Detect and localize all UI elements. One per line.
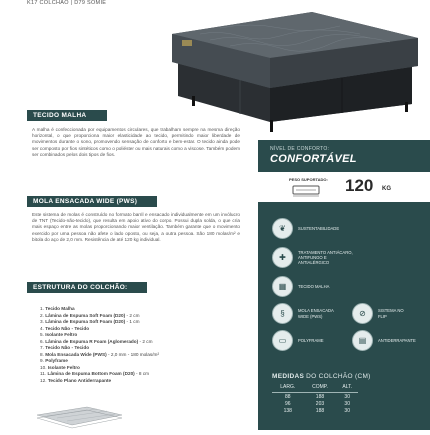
section-title: MOLA ENSACADA WIDE (PWS) (33, 198, 138, 205)
list-item: 4. Tecido Não - Tecido (40, 325, 90, 331)
feature-polyframe: ▭ POLYFRAME (272, 330, 324, 351)
leaf-icon: ❦ (272, 218, 293, 239)
comfort-value: CONFORTÁVEL (270, 153, 357, 165)
feature-tecido-malha: ▦ TECIDO MALHA (272, 276, 329, 297)
section-title: TECIDO MALHA (33, 112, 87, 119)
list-item: 3. Lâmina de Espuma Soft Foam (D20) - 1 cm (40, 319, 140, 324)
list-item: 1. Tecido Malha (40, 306, 75, 311)
list-item: 9. Polyframe (40, 358, 68, 363)
feature-tratamento: ✚ TRATAMENTO ANTIÁCARO, ANTIFUNGO E ANTIALÉRGICO (272, 247, 354, 268)
col-header: COMP. (304, 384, 337, 393)
weight-value: 120 (345, 176, 374, 195)
section-header-tecido (27, 110, 107, 121)
layer-list (40, 306, 159, 384)
weight-unit: KG (382, 186, 391, 192)
mattress-layers-illustration (27, 405, 127, 430)
weight-box (258, 172, 430, 202)
list-item: 6. Lâmina de Espuma R Foam (Aglomerado) - 2 cm (40, 338, 153, 344)
weight-label: PESO SUPORTADO: (289, 177, 328, 182)
antislip-icon: ▤ (352, 330, 373, 351)
medidas-table (272, 384, 358, 414)
list-item: 12. Tecido Plano Antiderrapante (40, 377, 112, 383)
feature-no-flip: ⊘ SISTEMA NO FLIP (352, 303, 410, 324)
list-item: 7. Tecido Não - Tecido (40, 345, 90, 350)
list-item: 5. Isolante Feltro (40, 332, 78, 337)
spring-icon: § (272, 303, 293, 324)
comfort-label: NÍVEL DE CONFORTO: (270, 146, 330, 152)
fabric-icon: ▦ (272, 276, 293, 297)
col-header: ALT. (336, 384, 358, 393)
bed-photo (120, 0, 430, 142)
section-title: ESTRUTURA DO COLCHÃO: (33, 284, 128, 291)
model-line: K17 COLCHÃO | D79 SOMIE (27, 0, 107, 6)
list-item: 10. Isolante Feltro (40, 364, 80, 370)
frame-icon: ▭ (272, 330, 293, 351)
feature-sustentabilidade: ❦ SUSTENTABILIDADE (272, 218, 339, 239)
table-row: 88 188 30 (284, 394, 350, 400)
weight-icon (292, 183, 320, 202)
table-row: 138 188 30 (283, 408, 350, 414)
shield-icon: ✚ (272, 247, 293, 268)
feature-antiderrapante: ▤ ANTIDERRAPANTE (352, 330, 416, 351)
feature-mola: § MOLA ENSACADA WIDE (PWS) (272, 303, 344, 324)
no-flip-icon: ⊘ (352, 303, 373, 324)
section-header-mola (27, 196, 157, 207)
list-item: 11. Lâmina de Espuma Bottom Foam (D20) - 8 cm (40, 371, 150, 376)
tecido-description: A malha é confeccionada por equipamentos circulares, que trabalham sempre na mesma direção horizontal, o que proporciona maior elasticidade ao tecido, permitindo maior liberdade de movimentos durante o sono, promovendo sensação de conforto e bem-estar. O tecido ainda pode ser composto por fios sintéticos como o poliéster ou mais naturais como a viscose. Também podem ser combinados pelos dois tipos de fios. (32, 127, 240, 157)
list-item: 8. Mola Ensacada Wide (PWS) - 2,0 mm - 180 molas/m² (40, 351, 160, 357)
medidas-title: MEDIDAS DO COLCHÃO (CM) (272, 373, 371, 380)
mola-description: Este sistema de molas é construído no formato barril e ensacado individualmente em um invólucro de TNT (Tecido-não-tecido), que resulta em apoio ativo do corpo. Possui dupla solda, o que cria mais espaço entre as molas proporcionando maior ventilação. Também garante que o movimento exercido por uma pessoa não afete o lado oposto, ou seja, a outra pessoa. São 180 molas/m² e bitola do aço de 2,0 mm. Resistência de até 120 kg individual. (32, 212, 240, 242)
list-item: 2. Lâmina de Espuma Soft Foam (D20) - 2 cm (40, 312, 140, 318)
table-row: 96 203 30 (284, 401, 350, 407)
section-header-estrutura (27, 282, 147, 293)
col-header: LARG. (272, 384, 304, 393)
